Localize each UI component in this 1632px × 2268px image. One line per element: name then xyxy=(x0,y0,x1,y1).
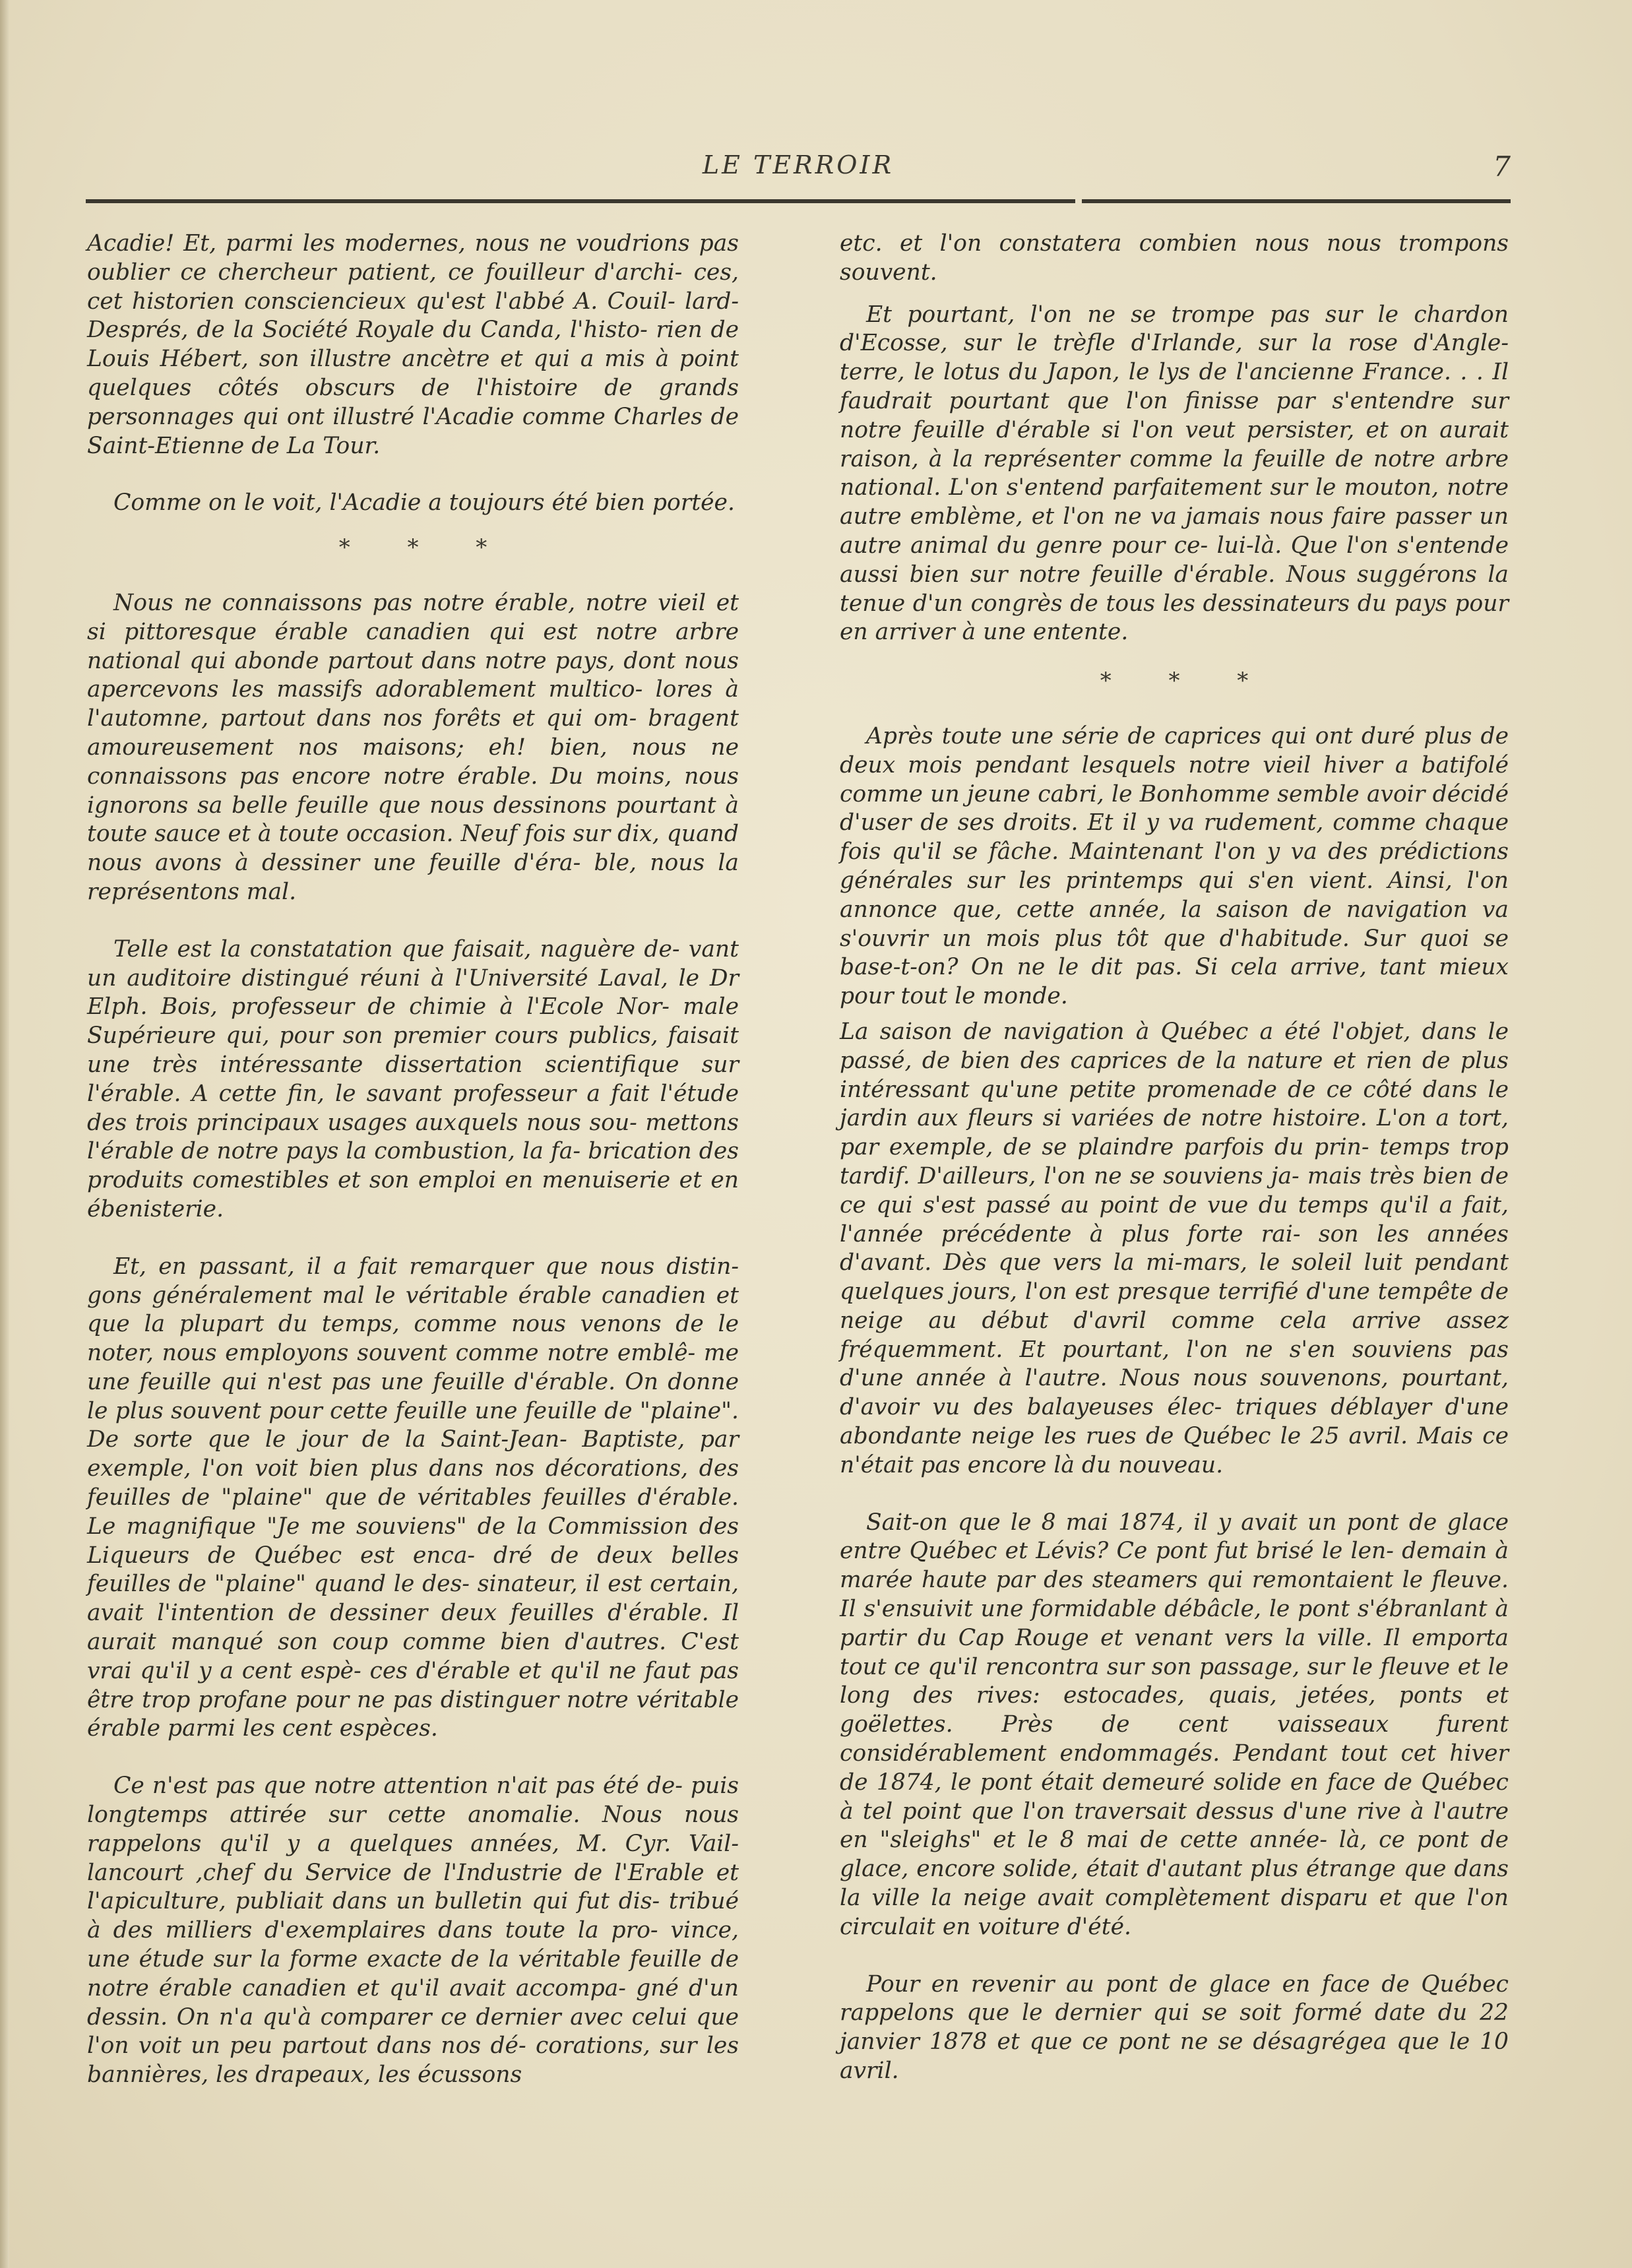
paragraph: La saison de navigation à Québec a été l'objet, dans le passé, de bien des caprices de la nature et rien de plus intéressant qu'une petite promenade de ce côté dans le jardin aux fleurs si variées de notre histoire. L'on a tort, par exemple, de se plaindre parfois du prin- temps trop tardif. D'ailleurs, l'on ne se souviens ja- mais très bien de ce qui s'est passé au point de vue du temps qu'il a fait, l'année précédente à plus forte rai- son les années d'avant. Dès que vers la mi-mars, le soleil luit pendant quelques jours, l'on est presque terrifié d'une tempête de neige au début d'avril comme cela arrive assez fréquemment. Et pourtant, l'on ne s'en souviens pas d'une année à l'autre. Nous nous souvenons, pourtant, d'avoir vu des balayeuses élec- triques déblayer d'une abondante neige les rues de Québec le 25 avril. Mais ce n'était pas encore là du nouveau. xyxy=(840,1018,1509,1478)
paragraph: Comme on le voit, l'Acadie a toujours été bien portée. xyxy=(113,489,735,517)
left-column xyxy=(87,230,739,2118)
paragraph: Et, en passant, il a fait remarquer que nous distin- gons généralement mal le véritable érable canadien et que la plupart du temps, comme nous venons de le noter, nous employons souvent comme notre emblê- me une feuille qui n'est pas une feuille d'érable. On donne le plus souvent pour cette feuille une feuille de "plaine". De sorte que le jour de la Saint-Jean- Baptiste, par exemple, l'on voit bien plus dans nos décorations, des feuilles de "plaine" que de véritables feuilles d'érable. Le magnifique "Je me souviens" de la Commission des Liqueurs de Québec est enca- dré de deux belles feuilles de "plaine" quand le des- sinateur, il est certain, avait l'intention de dessiner deux feuilles d'érable. Il aurait manqué son coup comme bien d'autres. C'est vrai qu'il y a cent espè- ces d'érable et qu'il ne faut pas être trop profane pour ne pas distinguer notre véritable érable parmi les cent espèces. xyxy=(87,1253,739,1742)
paragraph: Et pourtant, l'on ne se trompe pas sur le chardon d'Ecosse, sur le trèfle d'Irlande, sur la rose d'Angle- terre, le lotus du Japon, le lys de l'ancienne France. . . Il faudrait pourtant que l'on finisse par s'entendre sur notre feuille d'érable si l'on veut persister, et on aurait raison, à la représenter comme la feuille de notre arbre national. L'on s'entend parfaitement sur le mouton, notre autre emblème, et l'on ne va jamais nous faire passer un autre animal du genre pour ce- lui-là. Que l'on s'entende aussi bien sur notre feuille d'érable. Nous suggérons la tenue d'un congrès de tous les dessinateurs du pays pour en arriver à une entente. xyxy=(840,301,1509,646)
paragraph: Acadie! Et, parmi les modernes, nous ne voudrions pas oublier ce chercheur patient, ce fouilleur d'archi- ces, cet historien consciencieux qu'est l'abbé A. Couil- lard-Després, de la Société Royale du Canda, l'histo- rien de Louis Hébert, son illustre ancètre et qui a mis à point quelques côtés obscurs de l'histoire de grands personnages qui ont illustré l'Acadie comme Charles de Saint-Etienne de La Tour. xyxy=(87,230,739,459)
paragraph: etc. et l'on constatera combien nous nous trompons souvent. xyxy=(840,230,1509,286)
page-number: 7 xyxy=(1493,150,1511,183)
paragraph: Telle est la constatation que faisait, naguère de- vant un auditoire distingué réuni à l'Université Laval, le Dr Elph. Bois, professeur de chimie à l'Ecole Nor- male Supérieure qui, pour son premier cours publics, faisait une très intéressante dissertation scientifique sur l'érable. A cette fin, le savant professeur a fait l'étude des trois principaux usages auxquels nous sou- mettons l'érable de notre pays la combustion, la fa- brication des produits comestibles et son emploi en menuiserie et en ébenisterie. xyxy=(87,935,739,1222)
header-rule-left xyxy=(86,199,1075,203)
header-rule-right xyxy=(1082,199,1511,203)
right-column xyxy=(840,230,1509,2114)
paragraph: Nous ne connaissons pas notre érable, notre vieil et si pittoresque érable canadien qui est notre arbre national qui abonde partout dans notre pays, dont nous apercevons les massifs adorablement multico- lores à l'automne, partout dans nos forêts et qui om- bragent amoureusement nos maisons; eh! bien, nous ne connaissons pas encore notre érable. Du moins, nous ignorons sa belle feuille que nous dessinons pourtant à toute sauce et à toute occasion. Neuf fois sur dix, quand nous avons à dessiner une feuille d'éra- ble, nous la représentons mal. xyxy=(87,589,739,905)
section-separator: * * * xyxy=(338,534,513,561)
binding-edge xyxy=(0,0,9,2268)
section-separator: * * * xyxy=(1100,668,1274,695)
running-title: LE TERROIR xyxy=(702,150,894,179)
paragraph: Pour en revenir au pont de glace en face de Québec rappelons que le dernier qui se soit formé date du 22 janvier 1878 et que ce pont ne se désagrégea que le 10 avril. xyxy=(840,1970,1509,2085)
page-header xyxy=(86,150,1511,190)
paragraph: Après toute une série de caprices qui ont duré plus de deux mois pendant lesquels notre vieil hiver a batifolé comme un jeune cabri, le Bonhomme semble avoir décidé d'user de ses droits. Et il y va rudement, comme chaque fois qu'il se fâche. Maintenant l'on y va des prédictions générales sur les printemps qui s'en vient. Ainsi, l'on annonce que, cette année, la saison de navigation va s'ouvrir un mois plus tôt que d'habitude. Sur quoi se base-t-on? On ne le dit pas. Si cela arrive, tant mieux pour tout le monde. xyxy=(840,722,1509,1010)
paragraph: Ce n'est pas que notre attention n'ait pas été de- puis longtemps attirée sur cette anomalie. Nous nous rappelons qu'il y a quelques années, M. Cyr. Vail- lancourt ,chef du Service de l'Industrie de l'Erable et l'apiculture, publiait dans un bulletin qui fut dis- tribué à des milliers d'exemplaires dans toute la pro- vince, une étude sur la forme exacte de la véritable feuille de notre érable canadien et qu'il avait accompa- gné d'un dessin. On n'a qu'à comparer ce dernier avec celui que l'on voit un peu partout dans nos dé- corations, sur les bannières, les drapeaux, les écussons xyxy=(87,1773,739,2089)
paragraph: Sait-on que le 8 mai 1874, il y avait un pont de glace entre Québec et Lévis? Ce pont fut brisé le len- demain à marée haute par des steamers qui remontaient le fleuve. Il s'ensuivit une formidable débâcle, le pont s'ébranlant à partir du Cap Rouge et venant vers la ville. Il emporta tout ce qu'il rencontra sur son passage, sur le fleuve et le long des rives: estocades, quais, jetées, ponts et goëlettes. Près de cent vaisseaux furent considérablement endommagés. Pendant tout cet hiver de 1874, le pont était demeuré solide en face de Québec à tel point que l'on traversait dessus d'une rive à l'autre en "sleighs" et le 8 mai de cette année- là, ce pont de glace, encore solide, était d'autant plus étrange que dans la ville la neige avait complètement disparu et que l'on circulait en voiture d'été. xyxy=(840,1509,1509,1940)
